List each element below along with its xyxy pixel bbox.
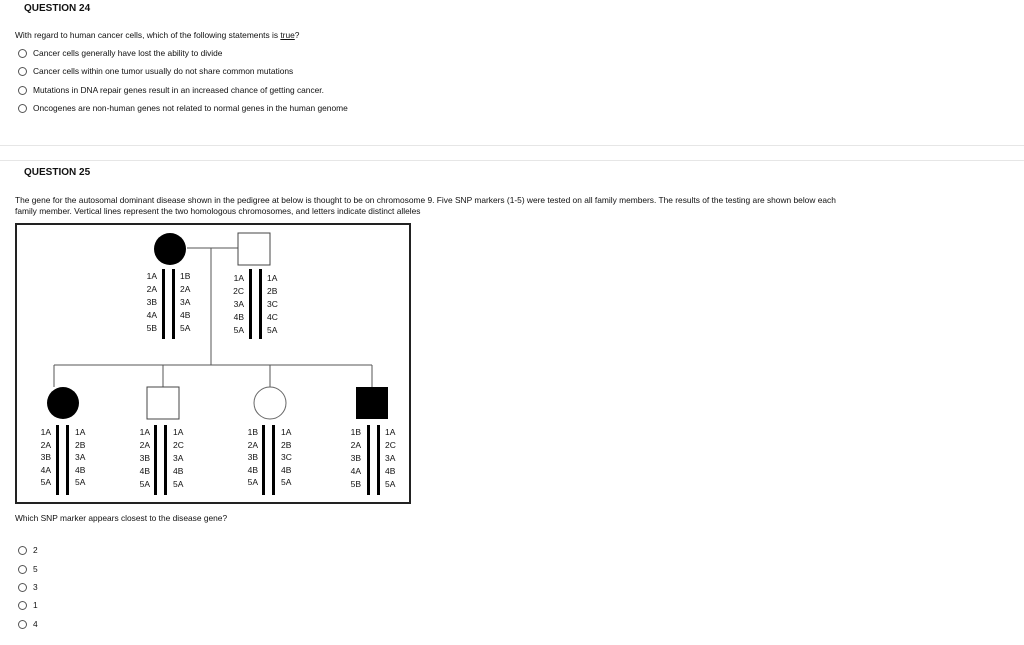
chromosome-bar bbox=[164, 425, 167, 495]
allele-label: 5A bbox=[385, 479, 396, 489]
allele-label: 2A bbox=[350, 440, 361, 450]
allele-label: 1A bbox=[267, 273, 278, 283]
q24-option-3[interactable] bbox=[18, 85, 324, 95]
allele-label: 5A bbox=[173, 479, 184, 489]
allele-label: 4A bbox=[40, 465, 51, 475]
question-24-title: QUESTION 24 bbox=[24, 3, 91, 14]
allele-label: 3B bbox=[146, 297, 157, 307]
allele-label: 1A bbox=[281, 427, 292, 437]
allele-label: 2A bbox=[180, 284, 191, 294]
allele-label: 2C bbox=[173, 440, 184, 450]
affected-female-symbol bbox=[47, 387, 79, 419]
q25-option-1[interactable] bbox=[18, 545, 38, 555]
question-25-question: Which SNP marker appears closest to the disease gene? bbox=[15, 513, 228, 523]
affected-male-symbol bbox=[356, 387, 388, 419]
chromosome-bar bbox=[272, 425, 275, 495]
allele-label: 5B bbox=[350, 479, 361, 489]
affected-female-symbol bbox=[154, 233, 186, 265]
question-divider bbox=[0, 145, 1024, 146]
option-label: 4 bbox=[33, 619, 38, 629]
unaffected-male-symbol bbox=[238, 233, 270, 265]
allele-label: 4A bbox=[350, 466, 361, 476]
allele-label: 2A bbox=[139, 440, 150, 450]
q25-option-5[interactable] bbox=[18, 619, 38, 629]
allele-label: 2C bbox=[233, 286, 244, 296]
allele-label: 3B bbox=[350, 453, 361, 463]
option-label: Mutations in DNA repair genes result in an increased chance of getting cancer. bbox=[33, 85, 324, 95]
chromosome-bar bbox=[56, 425, 59, 495]
allele-label: 4B bbox=[180, 310, 191, 320]
q24-option-4[interactable] bbox=[18, 103, 348, 113]
option-label: Cancer cells generally have lost the ability to divide bbox=[33, 48, 223, 58]
chromosome-bars bbox=[56, 269, 380, 495]
parent-1-genotype bbox=[147, 271, 191, 333]
allele-label: 4B bbox=[281, 465, 292, 475]
allele-label: 1A bbox=[173, 427, 184, 437]
child-4-genotype bbox=[351, 427, 396, 489]
allele-label: 2C bbox=[385, 440, 396, 450]
allele-label: 3B bbox=[247, 452, 258, 462]
allele-label: 1A bbox=[385, 427, 396, 437]
allele-label: 4B bbox=[233, 312, 244, 322]
chromosome-bar bbox=[367, 425, 370, 495]
allele-label: 4C bbox=[267, 312, 278, 322]
allele-label: 5A bbox=[139, 479, 150, 489]
allele-label: 3C bbox=[267, 299, 278, 309]
allele-label: 3A bbox=[385, 453, 396, 463]
allele-label: 1B bbox=[247, 427, 258, 437]
prompt-end: ? bbox=[294, 30, 300, 40]
prompt-text: With regard to human cancer cells, which of the following statements is bbox=[15, 30, 281, 40]
radio-button[interactable] bbox=[18, 546, 27, 555]
radio-button[interactable] bbox=[18, 583, 27, 592]
question-divider bbox=[0, 160, 1024, 161]
option-label: Cancer cells within one tumor usually do not share common mutations bbox=[33, 66, 294, 76]
radio-button[interactable] bbox=[18, 104, 27, 113]
question-24-prompt bbox=[15, 30, 299, 40]
allele-label: 2A bbox=[247, 440, 258, 450]
allele-label: 5A bbox=[233, 325, 244, 335]
option-label: 1 bbox=[33, 600, 38, 610]
pedigree-diagram bbox=[17, 225, 409, 502]
chromosome-bar bbox=[259, 269, 262, 339]
allele-label: 3B bbox=[139, 453, 150, 463]
question-25-title: QUESTION 25 bbox=[24, 167, 91, 178]
q24-option-2[interactable] bbox=[18, 66, 293, 76]
option-label: 2 bbox=[33, 545, 38, 555]
allele-label: 5A bbox=[281, 477, 292, 487]
q25-option-4[interactable] bbox=[18, 600, 38, 610]
chromosome-bar bbox=[66, 425, 69, 495]
child-2-genotype bbox=[140, 427, 184, 489]
allele-label: 1A bbox=[146, 271, 157, 281]
prompt-emphasis: true bbox=[280, 30, 295, 40]
radio-button[interactable] bbox=[18, 86, 27, 95]
allele-label: 3C bbox=[281, 452, 292, 462]
allele-label: 2A bbox=[146, 284, 157, 294]
allele-label: 3A bbox=[173, 453, 184, 463]
allele-label: 1A bbox=[139, 427, 150, 437]
allele-label: 5A bbox=[247, 477, 258, 487]
allele-label: 2B bbox=[281, 440, 292, 450]
option-label: 5 bbox=[33, 564, 38, 574]
allele-label: 3A bbox=[75, 452, 86, 462]
chromosome-bar bbox=[249, 269, 252, 339]
allele-label: 4B bbox=[385, 466, 396, 476]
allele-label: 2A bbox=[40, 440, 51, 450]
child-3-genotype bbox=[248, 427, 292, 487]
allele-label: 1A bbox=[233, 273, 244, 283]
unaffected-male-symbol bbox=[147, 387, 179, 419]
allele-label: 3A bbox=[180, 297, 191, 307]
allele-label: 3A bbox=[233, 299, 244, 309]
parent-2-genotype bbox=[233, 273, 278, 335]
allele-label: 4A bbox=[146, 310, 157, 320]
radio-button[interactable] bbox=[18, 67, 27, 76]
allele-label: 1B bbox=[180, 271, 191, 281]
option-label: 3 bbox=[33, 582, 38, 592]
allele-label: 5A bbox=[180, 323, 191, 333]
unaffected-female-symbol bbox=[254, 387, 286, 419]
allele-label: 1A bbox=[75, 427, 86, 437]
radio-button[interactable] bbox=[18, 601, 27, 610]
allele-label: 2B bbox=[267, 286, 278, 296]
child-1-genotype bbox=[41, 427, 86, 487]
chromosome-bar bbox=[154, 425, 157, 495]
allele-label: 5A bbox=[267, 325, 278, 335]
q25-option-2[interactable] bbox=[18, 564, 38, 574]
pedigree-figure bbox=[15, 223, 411, 504]
chromosome-bar bbox=[172, 269, 175, 339]
chromosome-bar bbox=[262, 425, 265, 495]
q24-option-1[interactable] bbox=[18, 48, 222, 58]
allele-label: 5B bbox=[146, 323, 157, 333]
allele-label: 2B bbox=[75, 440, 86, 450]
allele-label: 4B bbox=[75, 465, 86, 475]
radio-button[interactable] bbox=[18, 49, 27, 58]
allele-label: 3B bbox=[40, 452, 51, 462]
allele-label: 4B bbox=[247, 465, 258, 475]
option-label: Oncogenes are non-human genes not related to normal genes in the human genome bbox=[33, 103, 348, 113]
radio-button[interactable] bbox=[18, 565, 27, 574]
question-25-prompt-line-1: The gene for the autosomal dominant disease shown in the pedigree at below is thought to be on chromosome 9. Five SNP markers (1-5) were tested on all family members. The results of the testing are shown below each bbox=[15, 195, 836, 205]
radio-button[interactable] bbox=[18, 620, 27, 629]
allele-label: 1A bbox=[40, 427, 51, 437]
allele-label: 4B bbox=[173, 466, 184, 476]
question-25-prompt-line-2: family member. Vertical lines represent the two homologous chromosomes, and letters indicate distinct alleles bbox=[15, 206, 421, 216]
allele-label: 5A bbox=[40, 477, 51, 487]
allele-label: 4B bbox=[139, 466, 150, 476]
allele-label: 5A bbox=[75, 477, 86, 487]
chromosome-bar bbox=[377, 425, 380, 495]
chromosome-bar bbox=[162, 269, 165, 339]
q25-option-3[interactable] bbox=[18, 582, 38, 592]
allele-label: 1B bbox=[350, 427, 361, 437]
